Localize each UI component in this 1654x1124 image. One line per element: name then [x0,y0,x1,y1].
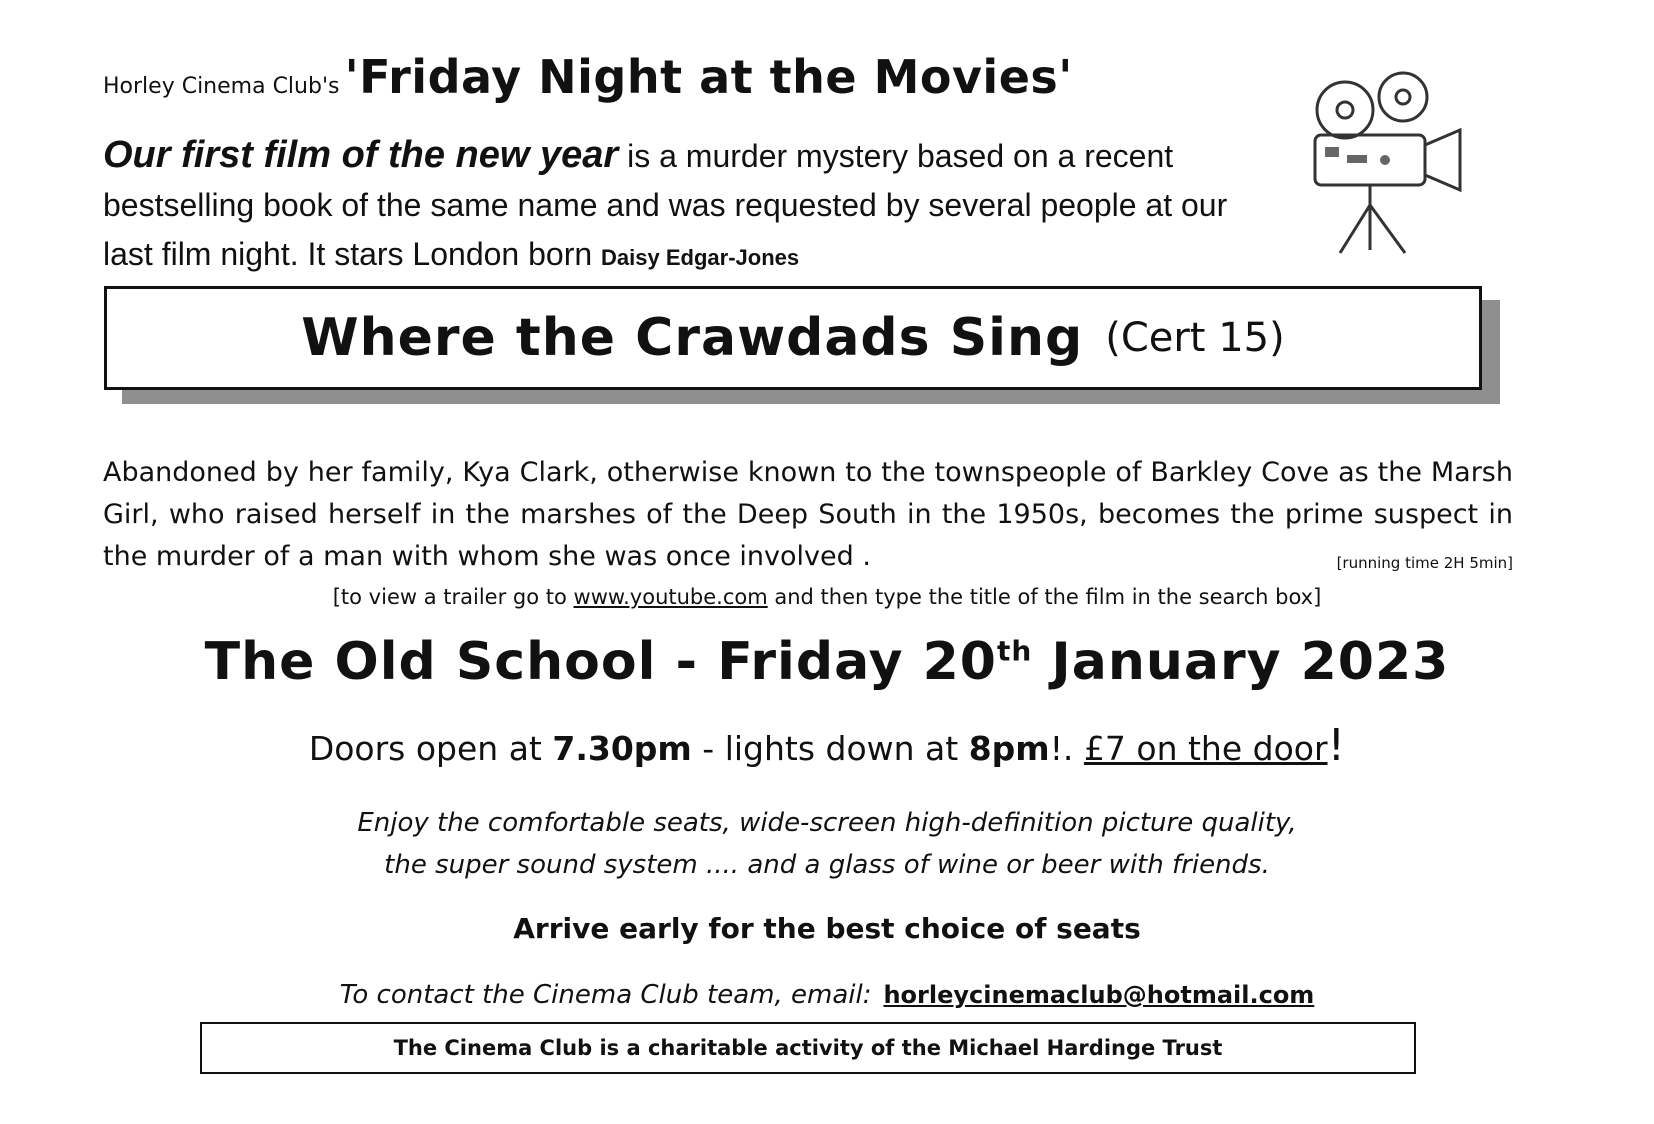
lights-time: 8pm [968,729,1050,768]
venue-date [0,632,1654,692]
door-times [0,720,1654,771]
venue-ordinal: th [996,634,1033,668]
doors-time: 7.30pm [552,729,692,768]
youtube-link[interactable]: www.youtube.com [573,585,768,609]
intro-text: is a murder mystery based on a recent bestselling book of the same name and was requested by several people at our last film night. It stars London born [103,138,1228,272]
contact-label: To contact the Cinema Club team, email: [339,980,872,1010]
venue-suffix: January 2023 [1032,632,1450,692]
enjoy-text [0,802,1654,886]
running-time: [running time 2H 5min] [1336,554,1513,572]
contact-line [0,980,1654,1010]
footer-box [200,1022,1416,1074]
doors-part3: !. [1049,729,1084,768]
synopsis-text: Abandoned by her family, Kya Clark, otherwise known to the townspeople of Barkley Cove as the Marsh Girl, who raised herself in the marshes of the Deep South in the 1950s, becomes the prime suspect in the murder of a man with whom she was once involved . [103,457,1513,572]
doors-part1: Doors open at [308,729,553,768]
series-title: 'Friday Night at the Movies' [344,50,1073,104]
header-line [103,50,1253,104]
synopsis [103,452,1513,584]
trailer-prefix: [to view a trailer go to [332,585,574,609]
enjoy-line-1: Enjoy the comfortable seats, wide-screen high-definition picture quality, [357,808,1297,838]
footer-text: The Cinema Club is a charitable activity of the Michael Hardinge Trust [393,1036,1223,1060]
movie-camera-icon [1285,55,1475,255]
intro-star: Daisy Edgar-Jones [601,245,800,270]
contact-email-link[interactable]: horleycinemaclub@hotmail.com [883,981,1315,1009]
arrive-early: Arrive early for the best choice of seats [513,912,1141,945]
trailer-suffix: and then type the title of the film in the search box] [767,585,1322,609]
price-exclaim: ! [1327,720,1346,771]
film-certificate: (Cert 15) [1105,315,1285,361]
intro-paragraph [103,131,1263,282]
trailer-note [0,585,1654,609]
intro-lead: Our first film of the new year [103,134,619,176]
doors-part2: - lights down at [691,729,969,768]
ticket-price: £7 on the door [1083,729,1328,768]
club-name: Horley Cinema Club's [103,74,340,99]
enjoy-line-2: the super sound system .... and a glass of wine or beer with friends. [384,850,1270,880]
venue-prefix: The Old School - Friday 20 [204,632,997,692]
film-title: Where the Crawdads Sing [301,308,1084,368]
film-title-box [104,286,1482,390]
